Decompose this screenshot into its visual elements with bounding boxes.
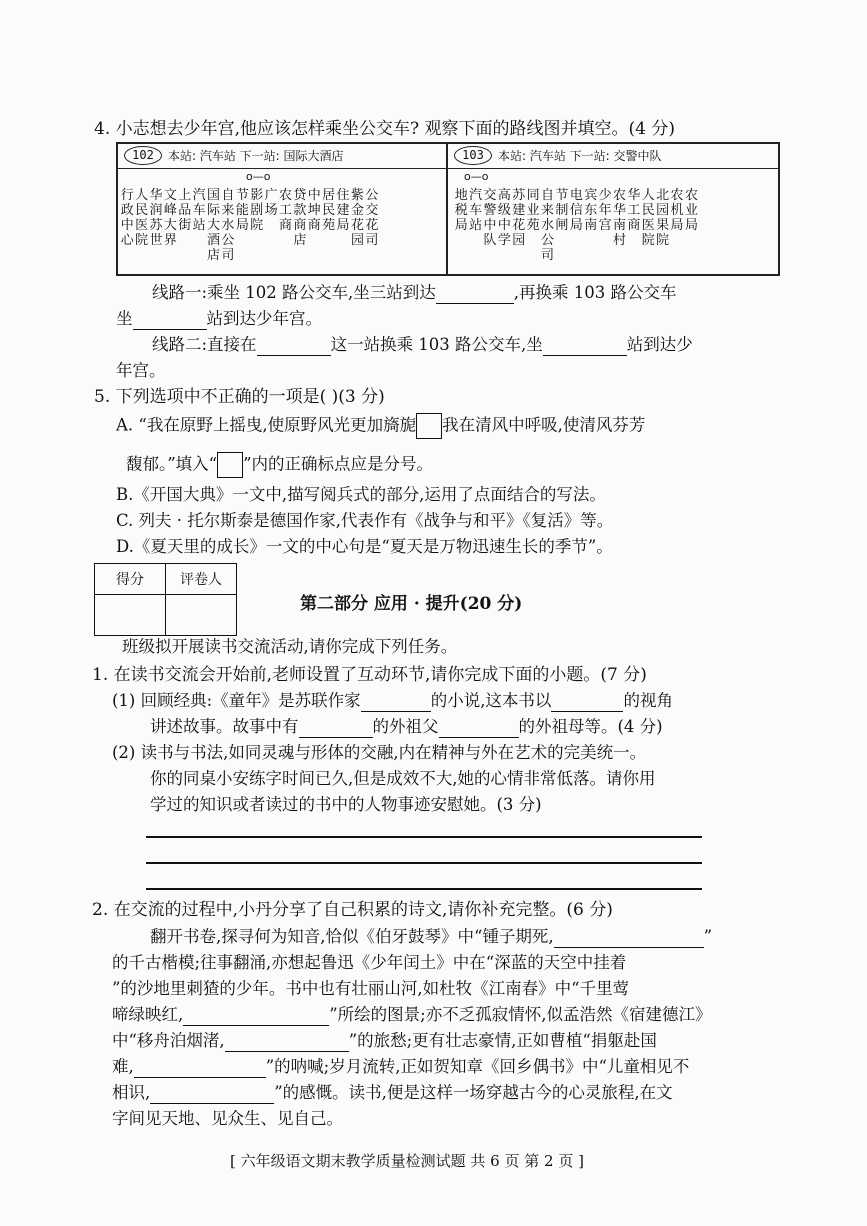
answer-blank[interactable] (361, 693, 431, 712)
bus-stop: 汽车站 (469, 188, 483, 233)
bus-stop: 同业苑 (526, 188, 540, 233)
p2q1-sub1-cont: 讲述故事。故事中有 的外祖父 的外祖母等。(4 分) (150, 717, 663, 736)
answer-write-line[interactable] (146, 862, 702, 864)
q5-option-a: A. “我在原野上摇曳,使原野风光更加旖旎 我在清风中呼吸,使清风芬芳 (116, 413, 645, 439)
answer-blank[interactable] (554, 929, 704, 948)
bus-stop: 影剧院 (250, 188, 264, 233)
score-table (94, 563, 237, 636)
bus-stop: 地税局 (454, 188, 468, 233)
route-103-header: 本站: 汽车站 下一站: 交警中队 (498, 149, 662, 163)
grader-header: 评卷人 (166, 564, 237, 595)
q5-title: 5. 下列选项中不正确的一项是( )(3 分) (94, 387, 385, 407)
q5-option-a-cont: 馥郁。”填入“ ”内的正确标点应是分号。 (126, 452, 433, 478)
route-line-1-cont: 坐 站到达少年宫。 (116, 309, 322, 328)
bus-stop: 紫金花园 (350, 188, 364, 248)
bus-stop: 人民医院 (135, 188, 149, 248)
p2q2-line4: 啼绿映红, ”所绘的图景;亦不乏孤寂情怀,似孟浩然《宿建德江》 (112, 1005, 712, 1024)
route-103-box (446, 142, 780, 276)
p2q2-line6: 难, ”的呐喊;岁月流转,正如贺知章《回乡偶书》中“儿童相见不 (112, 1057, 690, 1076)
answer-blank[interactable] (543, 337, 627, 356)
bus-stop: 宾东南 (584, 188, 598, 233)
q4-title: 4. 小志想去少年宫,他应该怎样乘坐公交车? 观察下面的路线图并填空。(4 分) (94, 119, 676, 139)
bus-stop: 中坤商 (307, 188, 321, 233)
bus-stop: 自来水公司 (541, 188, 555, 263)
punctuation-box[interactable] (416, 413, 442, 439)
bus-stop: 华润苏世 (149, 188, 163, 248)
score-cell[interactable] (95, 595, 166, 636)
bus-stop: 广场 (264, 188, 278, 218)
bus-stop: 住建局 (336, 188, 350, 233)
p2q1-sub2-line2: 你的同桌小安练字时间已久,但是成效不大,她的心情非常低落。请你用 (150, 769, 656, 788)
bus-stop: 交警中队 (483, 188, 497, 248)
p2q1-sub1: (1) 回顾经典:《童年》是苏联作家 的小说,这本书以 的视角 (112, 691, 673, 710)
bus-stop: 华工商 (627, 188, 641, 233)
bus-stop: 贷款商店 (293, 188, 307, 248)
answer-blank[interactable] (439, 719, 519, 738)
q5-option-b: B.《开国大典》一文中,描写阅兵式的部分,运用了点面结合的写法。 (116, 485, 606, 504)
bus-stop: 节制闸 (555, 188, 569, 233)
bus-stop: 节能局 (235, 188, 249, 233)
bus-stop: 农机局 (670, 188, 684, 233)
bus-stop: 农华南村 (612, 188, 626, 248)
bus-stop: 人民医院 (641, 188, 655, 248)
p2q1-title: 1. 在读书交流会开始前,老师设置了互动环节,请你完成下面的小题。(7 分) (92, 665, 647, 685)
p2q2-title: 2. 在交流的过程中,小丹分享了自己积累的诗文,请你补充完整。(6 分) (92, 900, 613, 920)
route-103-number: 103 (454, 146, 492, 165)
bus-stop: 上品街 (178, 188, 192, 233)
bus-stop: 公交花司 (365, 188, 379, 248)
p2q2-line5: 中“移舟泊烟渚, ”的旅愁;更有壮志豪情,正如曹植“捐躯赴国 (112, 1031, 657, 1050)
bus-stop: 文峰大界 (163, 188, 177, 248)
part-2-intro: 班级拟开展读书交流活动,请你完成下列任务。 (122, 637, 458, 656)
route-102-box (116, 142, 448, 276)
bus-stop: 高级中学 (497, 188, 511, 248)
answer-blank[interactable] (436, 285, 514, 304)
bus-stop: 汽车站 (192, 188, 206, 233)
route-102-header: 本站: 汽车站 下一站: 国际大酒店 (168, 149, 344, 163)
grader-cell[interactable] (166, 595, 237, 636)
route-102-stops (120, 188, 379, 263)
answer-blank[interactable] (225, 1033, 349, 1052)
bus-stop: 苏建花园 (512, 188, 526, 248)
route-line-2: 线路二:直接在 这一站换乘 103 路公交车,坐 站到达少 (152, 335, 693, 354)
punctuation-box[interactable] (217, 452, 243, 478)
score-header: 得分 (95, 564, 166, 595)
q5-option-c: C. 列夫 · 托尔斯泰是德国作家,代表作有《战争与和平》《复活》等。 (116, 511, 614, 530)
bus-stop: 农业局 (684, 188, 698, 233)
p2q2-line1: 翻开书卷,探寻何为知音,恰似《伯牙鼓琴》中“锺子期死, ” (150, 927, 713, 946)
p2q2-line8: 字间见天地、见众生、见自己。 (112, 1109, 343, 1128)
route-line-2-cont: 年宫。 (116, 361, 166, 380)
part-2-title: 第二部分 应用 · 提升(20 分) (300, 594, 523, 614)
bus-stop: 北园果院 (656, 188, 670, 248)
route-102-number: 102 (124, 146, 162, 165)
answer-blank[interactable] (150, 1085, 274, 1104)
p2q1-sub2-line3: 学过的知识或者读过的书中的人物事迹安慰她。(3 分) (150, 795, 542, 814)
answer-write-line[interactable] (146, 888, 702, 890)
bus-stop: 农工商 (278, 188, 292, 233)
answer-blank[interactable] (183, 1007, 329, 1026)
p2q1-sub2: (2) 读书与书法,如同灵魂与形体的交融,内在精神与外在艺术的完美统一。 (112, 743, 647, 762)
route-103-stops (454, 188, 699, 263)
p2q2-line7: 相识, ”的感慨。读书,便是这样一场穿越古今的心灵旅程,在文 (112, 1083, 673, 1102)
bus-stop: 行政中心 (120, 188, 134, 248)
current-stop-arrow-icon: o—o (246, 170, 271, 183)
bus-stop: 国际大酒店 (207, 188, 221, 263)
q5-option-d: D.《夏天里的成长》一文的中心句是“夏天是万物迅速生长的季节”。 (116, 537, 613, 556)
bus-stop: 自来水公司 (221, 188, 235, 263)
bus-stop: 居民苑 (322, 188, 336, 233)
answer-write-line[interactable] (146, 836, 702, 838)
answer-blank[interactable] (133, 311, 207, 330)
answer-blank[interactable] (551, 693, 623, 712)
answer-blank[interactable] (299, 719, 373, 738)
bus-stop: 少年宫 (598, 188, 612, 233)
answer-blank[interactable] (134, 1059, 266, 1078)
route-line-1: 线路一:乘坐 102 路公交车,坐三站到达 ,再换乘 103 路公交车 (152, 283, 677, 302)
p2q2-line2: 的千古楷模;往事翻涌,亦想起鲁迅《少年闰土》中在“深蓝的天空中挂着 (112, 953, 627, 972)
page-footer: [ 六年级语文期末教学质量检测试题 共 6 页 第 2 页 ] (230, 1152, 584, 1170)
p2q2-line3: ”的沙地里刺猹的少年。书中也有壮丽山河,如杜牧《江南春》中“千里莺 (112, 979, 630, 998)
bus-stop: 电信局 (569, 188, 583, 233)
current-stop-arrow-icon: o—o (464, 170, 489, 183)
answer-blank[interactable] (257, 337, 331, 356)
